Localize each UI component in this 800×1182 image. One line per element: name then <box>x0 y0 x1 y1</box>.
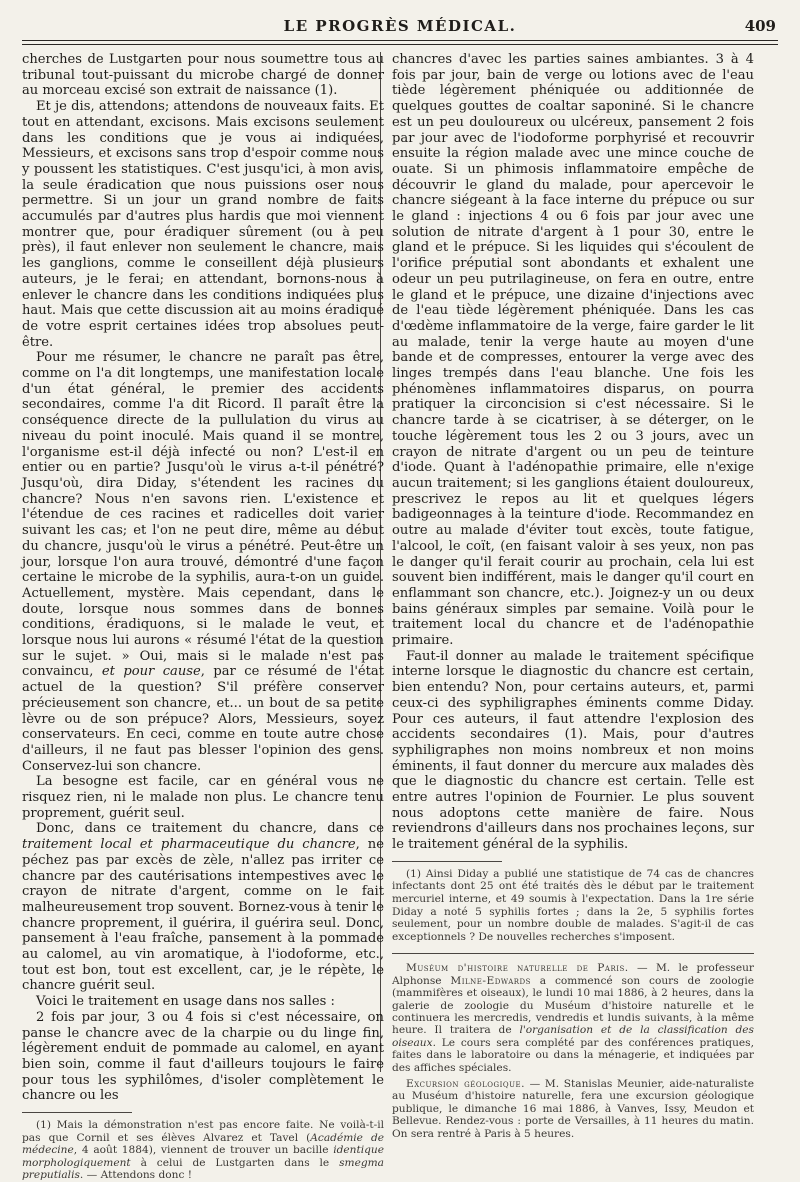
paragraph: Voici le traitement en usage dans nos salles : <box>36 994 335 1010</box>
footnote-rule <box>22 1112 132 1113</box>
paragraph: Faut-il donner au malade le traitement spécifique interne lorsque le diagnostic du chancre est certain, bien entendu? Non, pour certains auteurs, et, parmi ceux-ci des syphiligraphes éminents comme Diday. Pour ces auteurs, il faut attendre l'explosion des accidents secondaires (1). Mais, pour d'autres syphiligraphes non moins nombreux et non moins éminents, il faut donner du mercure aux malades dès que le diagnostic du chancre est certain. Telle est entre autres l'opinion de Fournier. Le plus souvent nous adoptons cette manière de faire. Nous reviendrons d'ailleurs dans nos prochaines leçons, sur le traitement général de la syphilis. <box>392 648 754 853</box>
paragraph: 2 fois par jour, 3 ou 4 fois si c'est nécessaire, on panse le chancre avec de la charpie ou du linge fin, légèrement enduit de pommade au calomel, en ayant bien soin, comme il faut d'ailleurs toujours le faire pour tous les syphilômes, d'isoler complètement le chancre ou les <box>22 1009 384 1104</box>
section-rule <box>392 953 754 954</box>
paragraph: chancres d'avec les parties saines ambiantes. 3 à 4 fois par jour, bain de verge ou lotions avec de l'eau tiède légèrement phéniquée ou additionnée de quelques gouttes de coaltar saponiné. Si le chancre est un peu douloureux ou ulcéreux, pansement 2 fois par jour avec de l'iodoforme porphyrisé et recouvrir ensuite la région malade avec une mince couche de ouate. Si un phimosis inflammatoire empêche de découvrir le gland du malade, pour apercevoir le chancre siégeant à la face interne du prépuce ou sur le gland : injections 4 ou 6 fois par jour avec une solution de nitrate d'argent à 1 pour 30, entre le gland et le prépuce. Si les liquides qui s'écoulent de l'orifice préputial sont abondants et exhalent une odeur un peu putrilagineuse, on fera en outre, entre le gland et le prépuce, une dizaine d'injections avec de l'eau tiède légèrement phéniquée. Dans les cas d'œdème inflammatoire de la verge, faire garder le lit au malade, tenir la verge haute au moyen d'une bande et de compresses, entourer la verge avec des linges trempés dans l'eau blanche. Une fois les phénomènes inflammatoires disparus, on pourra pratiquer la circoncision si c'est nécessaire. Si le chancre tarde à se cicatriser, à se déterger, on le touche légèrement tous les 2 ou 3 jours, avec un crayon de nitrate d'argent ou un peu de teinture d'iode. Quant à l'adénopathie primaire, elle n'exige aucun traitement; si les ganglions étaient douloureux, prescrivez le repos au lit et quelques légers badigeonnages à la teinture d'iode. Recommandez en outre au malade d'éviter tout excès, toute fatigue, l'alcool, le coït, (en faisant valoir à ses yeux, non pas le danger qu'il ferait courir au prochain, cela lui est souvent bien indifférent, mais le danger qu'il court en enflammant son chancre, etc.). Joignez-y un ou deux bains généraux simples par semaine. Voilà pour le traitement local du chancre et de l'adénopathie primaire. <box>392 52 754 649</box>
paragraph: La besogne est facile, car en général vous ne risquez rien, ni le malade non plus. Le chancre tenu proprement, guérit seul. <box>22 774 384 821</box>
footnote: (1) Mais la démonstration n'est pas encore faite. Ne voilà-t-il pas que Cornil et ses élèves Alvarez et Tavel (Académie de médecine, 4 août 1884), viennent de trouver un bacille identique morphologiquement à celui de Lustgarten dans le smegma preputialis. — Attendons donc ! <box>22 1119 385 1182</box>
news-notices <box>392 962 754 1140</box>
paragraph: Donc, dans ce traitement du chancre, dans ce traitement local et pharmaceutique du chancre, ne péchez pas par excès de zèle, n'allez pas irriter ce chancre par des cautérisations intempestives avec le crayon de nitrate d'argent, comme on le fait malheureusement trop souvent. Bornez-vous à tenir le chancre proprement, il guérira, il guérira seul. Donc, pansement à l'eau fraîche, pansement à la pommade au calomel, au vin aromatique, à l'iodoforme, etc., tout est bon, tout est excellent, car, je le répète, le chancre guérit seul. <box>22 821 384 994</box>
footnote: (1) Ainsi Diday a publié une statistique de 74 cas de chancres infectants dont 25 ont été traités dès le début par le traitement mercuriel interne, et 49 soumis à l'expectation. Dans la 1re série Diday a noté 5 syphilis fortes ; dans la 2e, 5 syphilis fortes seulement, pour un nombre double de malades. S'agit-il de cas exceptionnels ? De nouvelles recherches s'imposent. <box>392 867 754 943</box>
running-header <box>22 14 778 41</box>
right-column <box>392 52 754 1144</box>
paragraph: cherches de Lustgarten pour nous soumettre tous au tribunal tout-puissant du microbe chargé de donner au morceau excisé son extrait de naissance (1). <box>22 52 384 99</box>
footnote-rule <box>392 861 502 862</box>
journal-title: LE PROGRÈS MÉDICAL. <box>283 17 517 35</box>
notice-museum: Muséum d'histoire naturelle de Paris. — M. le professeur Alphonse Milne-Edwards a commencé son cours de zoologie (mammifères et oiseaux), le lundi 10 mai 1886, à 2 heures, dans la galerie de zoologie du Muséum d'histoire naturelle et le continuera les mercredis, vendredis et lundis suivants, à la même heure. Il traitera de l'organisation et de la classification des oiseaux. Le cours sera complété par des conférences pratiques, faites dans le laboratoire ou dans la ménagerie, et indiquées par des affiches spéciales. <box>392 962 754 1074</box>
left-column <box>22 52 384 1182</box>
notice-excursion: Excursion géologique. — M. Stanislas Meunier, aide-naturaliste au Muséum d'histoire naturelle, fera une excursion géologique publique, le dimanche 16 mai 1886, à Vanves, Issy, Meudon et Bellevue. Rendez-vous : porte de Versailles, à 11 heures du matin. On sera rentré à Paris à 5 heures. <box>392 1078 755 1140</box>
page-number: 409 <box>744 17 776 35</box>
paragraph: Et je dis, attendons; attendons de nouveaux faits. Et tout en attendant, excisons. Mais excisons seulement dans les conditions que je vous ai indiquées, Messieurs, et excisons sans trop d'espoir comme nous y poussent les statistiques. C'est jusqu'ici, à mon avis, la seule éradication que nous puissions oser nous permettre. Si un jour un grand nombre de faits accumulés par d'autres plus hardis que moi viennent montrer que, pour éradiquer sûrement (ou à peu près), il faut enlever non seulement le chancre, mais les ganglions, comme le conseillent déjà plusieurs auteurs, je le ferai; en attendant, bornons-nous à enlever le chancre dans les conditions indiquées plus haut. Mais que cette discussion ait au moins éradiqué de votre esprit certaines idées trop absolues peut-être. <box>22 99 384 350</box>
header-rule <box>22 44 778 45</box>
paragraph: Pour me résumer, le chancre ne paraît pas être, comme on l'a dit longtemps, une manifestation locale d'un état général, le premier des accidents secondaires, comme l'a dit Ricord. Il paraît être la conséquence directe de la pullulation du virus au niveau du point inoculé. Mais quand il se montre, l'organisme est-il déjà infecté ou non? L'est-il en entier ou en partie? Jusqu'où le virus a-t-il pénétré? Jusqu'où, dira Diday, s'étendent les racines du chancre? Nous n'en savons rien. L'existence et l'étendue de ces racines et radicelles doit varier suivant les cas; et l'on ne peut dire, même au début du chancre, jusqu'où le virus a pénétré. Peut-être un jour, lorsque l'on aura trouvé, démontré d'une façon certaine le microbe de la syphilis, aura-t-on un guide. Actuellement, mystère. Mais cependant, dans le doute, lorsque nous sommes dans de bonnes conditions, éradiquons, si le malade le veut, et lorsque nous lui aurons « résumé l'état de la question sur le sujet. » Oui, mais si le malade n'est pas convaincu, et pour cause, par ce résumé de l'état actuel de la question? S'il préfère conserver précieusement son chancre, et... un bout de sa petite lèvre ou de son prépuce? Alors, Messieurs, soyez conservateurs. En ceci, comme en toute autre chose d'ailleurs, il ne faut pas blesser l'opinion des gens. Conservez-lui son chancre. <box>22 350 384 774</box>
